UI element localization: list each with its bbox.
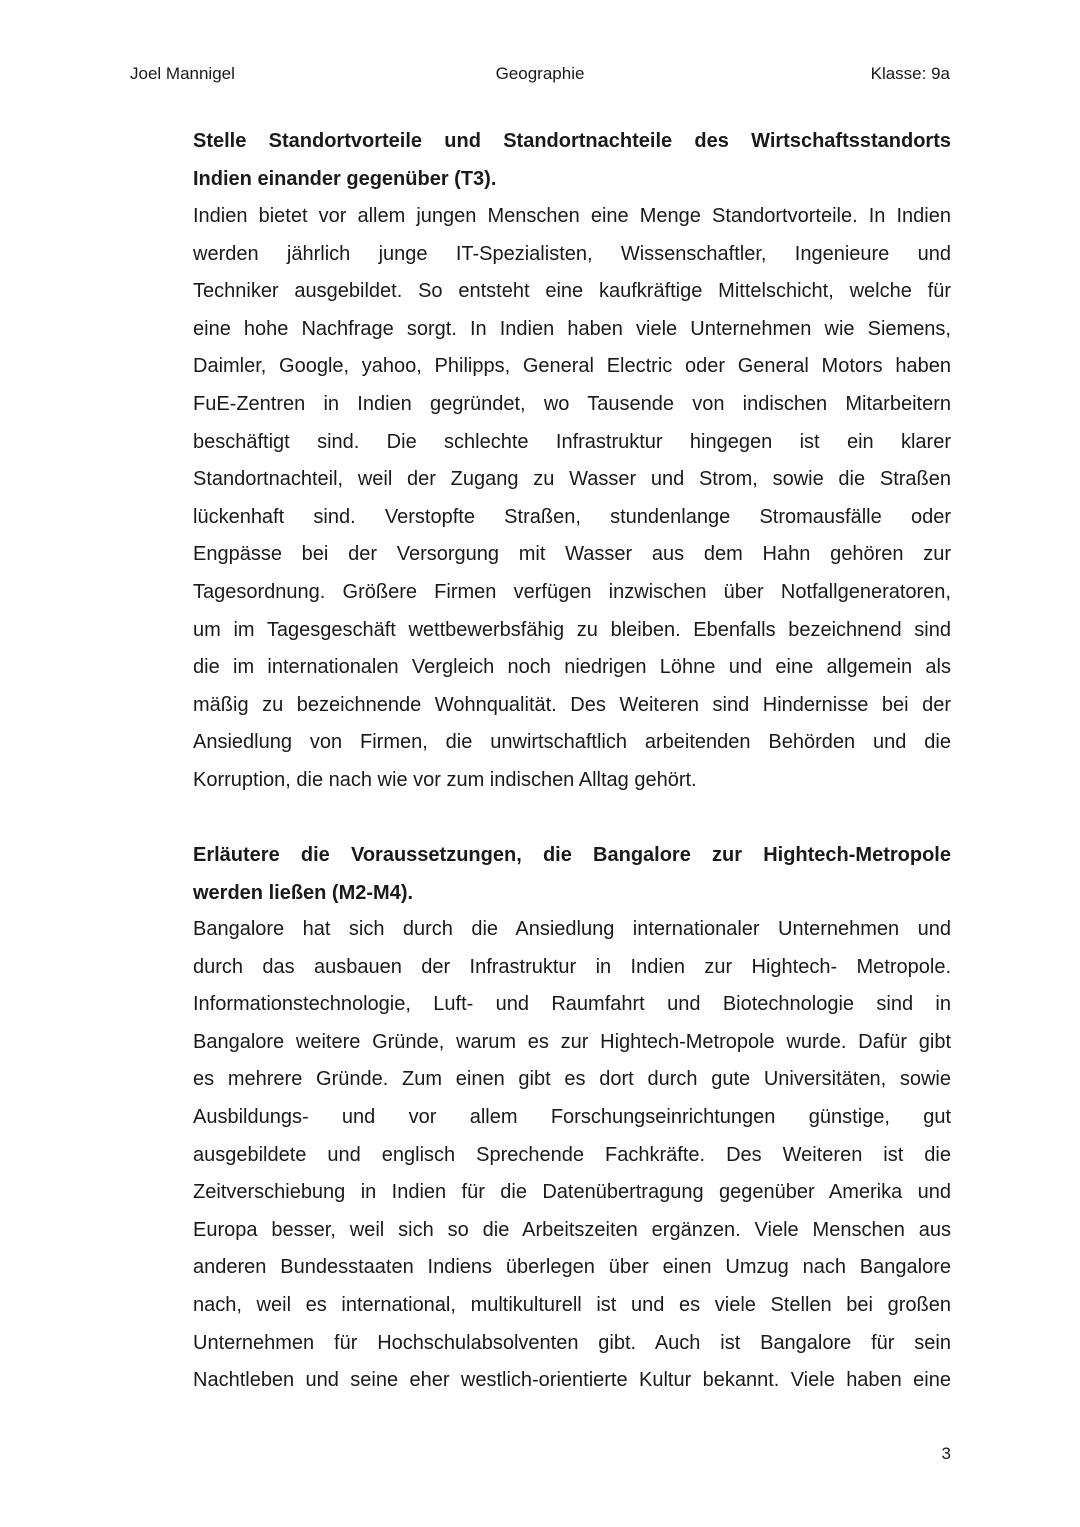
text-line: Korruption, die nach wie vor zum indischen Alltag gehört.	[193, 768, 697, 791]
text-line: eine hohe Nachfrage sorgt. In Indien haben viele Unternehmen wie Siemens,	[193, 317, 951, 340]
page-number: 3	[941, 1444, 951, 1463]
text-line: Techniker ausgebildet. So entsteht eine kaufkräftige Mittelschicht, welche für	[193, 280, 951, 303]
text-line: nach, weil es international, multikulturell ist und es viele Stellen bei großen	[193, 1293, 951, 1316]
text-line: Ansiedlung von Firmen, die unwirtschaftlich arbeitenden Behörden und die	[193, 731, 951, 754]
text-line: Nachtleben und seine eher westlich-orientierte Kultur bekannt. Viele haben eine	[193, 1369, 951, 1392]
text-line: FuE-Zentren in Indien gegründet, wo Tausende von indischen Mitarbeitern	[193, 392, 951, 415]
text-line: Unternehmen für Hochschulabsolventen gibt. Auch ist Bangalore für sein	[193, 1331, 951, 1354]
text-line: um im Tagesgeschäft wettbewerbsfähig zu bleiben. Ebenfalls bezeichnend sind	[193, 618, 951, 641]
text-line: Daimler, Google, yahoo, Philipps, General Electric oder General Motors haben	[193, 355, 951, 378]
text-line: es mehrere Gründe. Zum einen gibt es dort durch gute Universitäten, sowie	[193, 1068, 951, 1091]
header-subject: Geographie	[495, 64, 585, 83]
text-line: Bangalore hat sich durch die Ansiedlung internationaler Unternehmen und	[193, 918, 951, 940]
text-line: Zeitverschiebung in Indien für die Datenübertragung gegenüber Amerika und	[193, 1181, 951, 1204]
text-line: beschäftigt sind. Die schlechte Infrastruktur hingegen ist ein klarer	[193, 430, 951, 453]
text-line: Erläutere die Voraussetzungen, die Bangalore zur Hightech-Metropole	[193, 844, 951, 866]
text-line: Standortnachteil, weil der Zugang zu Wasser und Strom, sowie die Straßen	[193, 468, 951, 491]
text-line: Tagesordnung. Größere Firmen verfügen inzwischen über Notfallgeneratoren,	[193, 580, 951, 603]
header-class: Klasse: 9a	[870, 64, 950, 83]
text-line: anderen Bundesstaaten Indiens überlegen über einen Umzug nach Bangalore	[193, 1256, 951, 1279]
section-1-body	[193, 198, 951, 800]
text-line: mäßig zu bezeichnende Wohnqualität. Des Weiteren sind Hindernisse bei der	[193, 693, 951, 716]
text-line: Indien bietet vor allem jungen Menschen eine Menge Standortvorteile. In Indien	[193, 205, 951, 227]
text-line: die im internationalen Vergleich noch niedrigen Löhne und eine allgemein als	[193, 656, 951, 679]
text-line: Europa besser, weil sich so die Arbeitszeiten ergänzen. Viele Menschen aus	[193, 1218, 951, 1241]
text-line: Stelle Standortvorteile und Standortnachteile des Wirtschaftsstandorts	[193, 130, 951, 152]
section-2-body	[193, 911, 951, 1400]
text-line: werden ließen (M2-M4).	[193, 881, 414, 904]
text-line: lückenhaft sind. Verstopfte Straßen, stundenlange Stromausfälle oder	[193, 505, 951, 528]
section-2-heading	[193, 837, 951, 912]
text-line: durch das ausbauen der Infrastruktur in Indien zur Hightech- Metropole.	[193, 955, 951, 978]
text-line: Ausbildungs- und vor allem Forschungseinrichtungen günstige, gut	[193, 1105, 951, 1128]
header-author: Joel Mannigel	[130, 64, 235, 83]
text-line: ausgebildete und englisch Sprechende Fachkräfte. Des Weiteren ist die	[193, 1143, 951, 1166]
text-line: Engpässe bei der Versorgung mit Wasser aus dem Hahn gehören zur	[193, 543, 951, 566]
text-line: Informationstechnologie, Luft- und Raumfahrt und Biotechnologie sind in	[193, 993, 951, 1016]
text-line: Bangalore weitere Gründe, warum es zur Hightech-Metropole wurde. Dafür gibt	[193, 1030, 951, 1053]
text-line: Indien einander gegenüber (T3).	[193, 167, 497, 190]
text-line: werden jährlich junge IT-Spezialisten, Wissenschaftler, Ingenieure und	[193, 242, 951, 265]
section-1-heading	[193, 123, 951, 198]
